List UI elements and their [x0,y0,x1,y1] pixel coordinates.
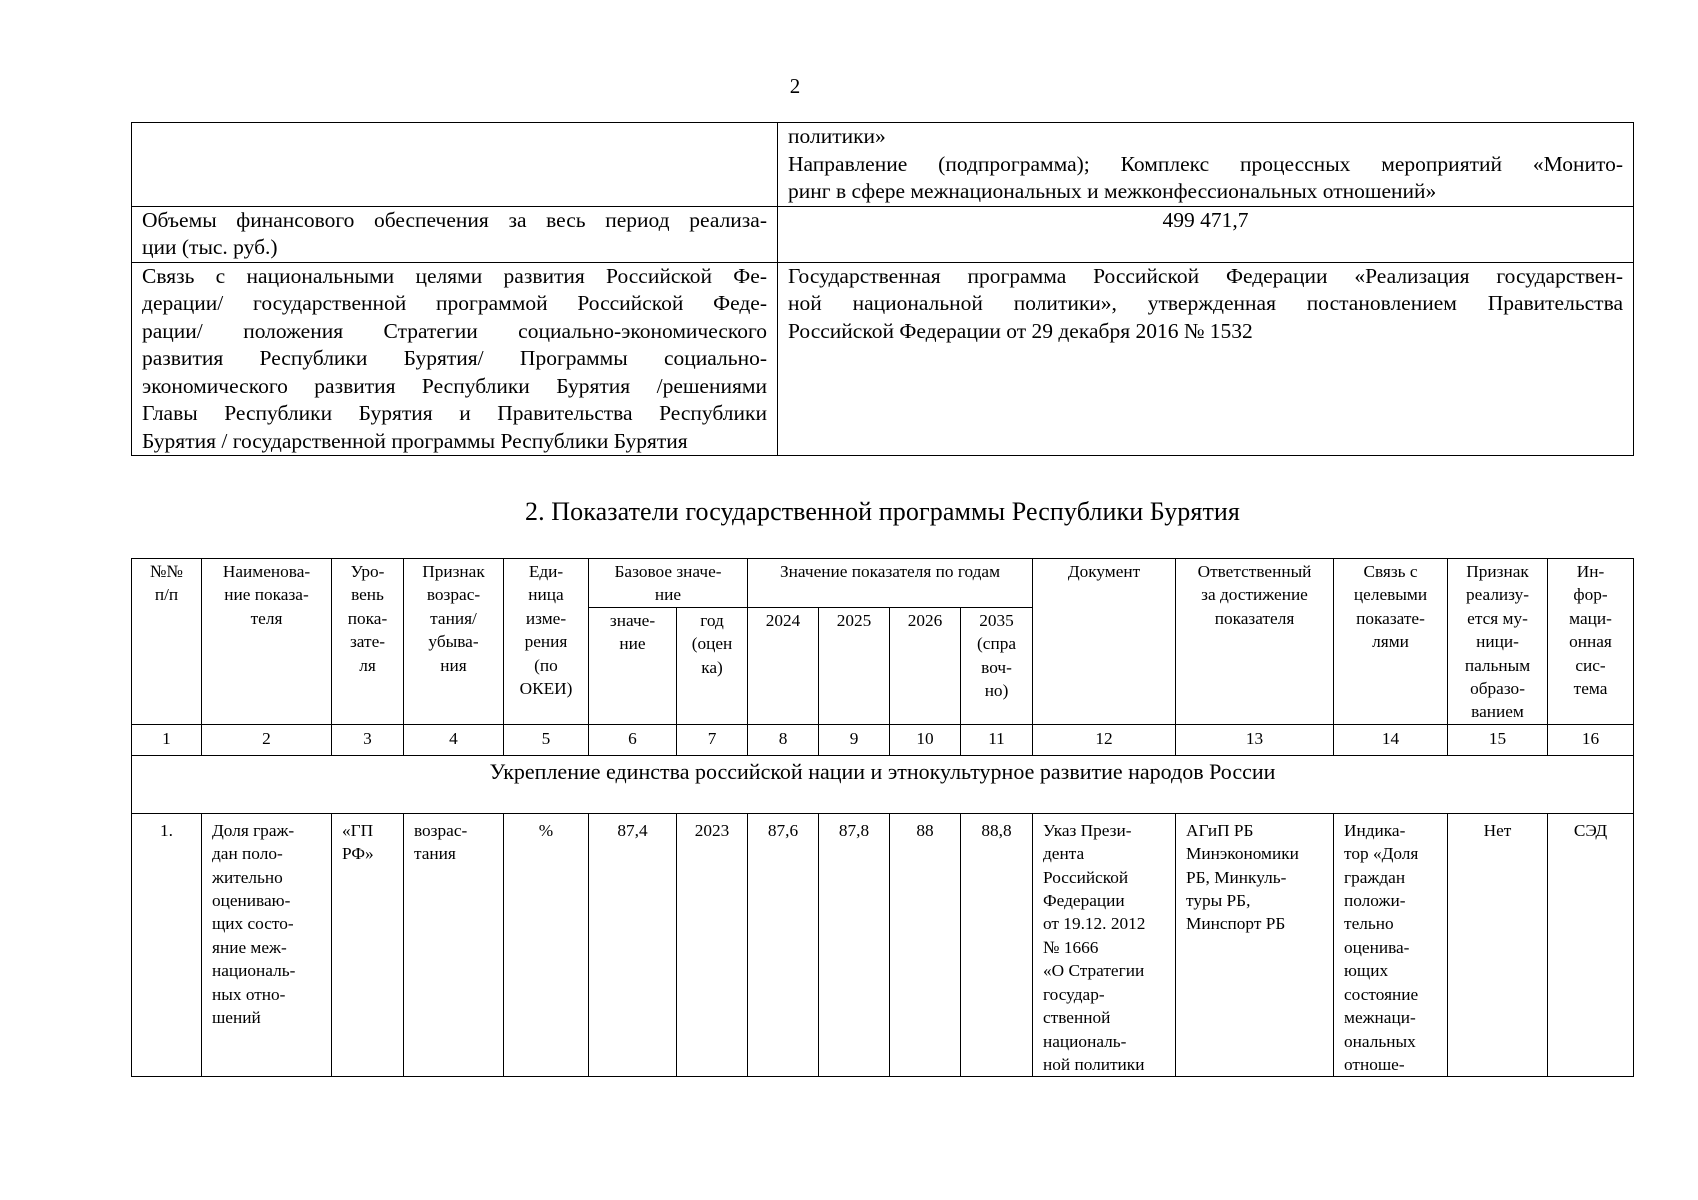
text-line: тор «Доля [1344,844,1419,864]
text-line: (спра [977,634,1016,654]
text-line: ции (тыс. руб.) [142,235,278,259]
text-line: жительно [212,867,283,887]
text-line: ринг в сфере межнациональных и межконфессиональных отношений» [788,179,1437,203]
text-line: тельно [1344,914,1394,934]
text-line: Признак [1466,562,1529,581]
text-line: состояние [1344,984,1419,1004]
text-line: изме- [525,608,567,628]
text-line: Доля граж- [212,820,295,840]
text-line: ной политики [1043,1054,1145,1074]
text-line: ОКЕИ) [519,679,573,699]
passport-row1-right [778,123,1634,207]
text-line: туры РБ, [1186,891,1251,911]
text-line: РФ» [342,844,374,864]
text-line: онная [1569,632,1612,652]
passport-row-financing [132,206,1634,262]
text-line: рения [524,632,568,652]
text-line: №№ [150,562,183,581]
text-line: ственной [1043,1008,1111,1028]
text-line: Минспорт РБ [1186,914,1286,934]
column-number: 11 [961,724,1033,755]
text-line: развития Республики Бурятия/ Программы социально- [142,346,767,370]
text-line: оцениваю- [212,891,291,911]
text-line: Федерации [1043,891,1125,911]
section-row [132,755,1634,813]
text-line: Связь с [1363,562,1418,581]
text-line: ных отно- [212,984,286,1004]
text-line: Наименова- [222,562,311,581]
indicators-table [131,558,1634,1077]
header-base-group [589,559,748,608]
column-number: 8 [748,724,819,755]
indicator-base-year: 2023 [677,813,748,1076]
header-year-2026: 2026 [890,607,961,724]
text-line: Государственная программа Российской Федерации «Реализация государствен- [788,263,1623,288]
passport-financing-label [132,206,778,262]
text-line: Признак [422,562,485,581]
indicator-unit: % [504,813,589,1076]
text-line: реализу- [1465,585,1530,605]
indicator-link [1334,813,1448,1076]
text-line: Главы Республики Бурятия и Правительства Республики [142,401,767,425]
header-year-2024: 2024 [748,607,819,724]
text-line: отноше- [1344,1054,1405,1074]
column-number: 1 [132,724,202,755]
text-line: пока- [347,608,388,628]
passport-goals-value [778,262,1634,456]
header-base-value [589,607,677,724]
page-number: 2 [789,74,801,98]
text-line: целевыми [1353,585,1428,605]
header-info-system [1548,559,1634,725]
column-number: 12 [1033,724,1176,755]
indicator-value-2024: 87,6 [748,813,819,1076]
text-line: 2035 [979,610,1014,630]
text-line: ница [528,585,564,605]
indicator-value-2035: 88,8 [961,813,1033,1076]
indicator-value-2025: 87,8 [819,813,890,1076]
header-name [202,559,332,725]
text-line: образо- [1470,679,1525,699]
column-number: 9 [819,724,890,755]
text-line: оценива- [1344,937,1410,957]
text-line: политики» [788,124,886,148]
column-number: 13 [1176,724,1334,755]
text-line: Еди- [528,562,564,581]
header-years-group: Значение показателя по годам [748,559,1033,608]
text-line: убыва- [428,632,479,652]
text-line: сис- [1575,655,1606,675]
passport-goals-label [132,262,778,456]
table-row [132,813,1634,1076]
text-line: шений [212,1008,261,1028]
header-document: Документ [1033,559,1176,725]
column-number: 14 [1334,724,1448,755]
text-line: Направление (подпрограмма); Комплекс процессных мероприятий «Монито- [788,151,1623,176]
header-responsible [1176,559,1334,725]
text-line: возрас- [414,820,468,840]
section-row-title: Укрепление единства российской нации и этнокультурное развитие народов России [132,755,1634,813]
text-line: пальным [1464,655,1531,675]
text-line: государ- [1043,984,1105,1004]
text-line: тания/ [430,608,477,628]
header-row-1 [132,559,1634,608]
text-line: ние [654,585,682,605]
text-line: экономического развития Республики Бурятия /решениями [142,373,767,398]
header-year-2025: 2025 [819,607,890,724]
text-line: ля [359,655,376,675]
text-line: зате- [349,632,386,652]
column-number: 16 [1548,724,1634,755]
passport-row-goals-link [132,262,1634,456]
text-line: ние показа- [224,585,309,605]
column-numbers-row [132,724,1634,755]
text-line: Указ Прези- [1043,820,1132,840]
text-line: яние меж- [212,937,287,957]
text-line: вень [351,585,384,605]
text-line: ници- [1476,632,1519,652]
text-line: год [700,610,724,630]
text-line: фор- [1573,585,1608,605]
text-line: националь- [212,961,296,981]
text-line: рации/ положения Стратегии социально-экономического [142,318,767,343]
text-line: Минэкономики [1186,844,1299,864]
text-line: (оцен [691,634,733,654]
header-level [332,559,404,725]
text-line: Ин- [1576,562,1605,581]
text-line: п/п [154,585,179,605]
column-number: 5 [504,724,589,755]
text-line: воч- [981,657,1012,677]
text-line: Российской Федерации от 29 декабря 2016 № 1532 [788,318,1253,343]
passport-row-directions [132,123,1634,207]
row-number: 1. [132,813,202,1076]
column-number: 4 [404,724,504,755]
indicator-name [202,813,332,1076]
text-line: ка) [701,657,723,677]
text-line: возрас- [426,585,481,605]
column-number: 7 [677,724,748,755]
indicator-info-system: СЭД [1548,813,1634,1076]
text-line: тания [414,844,456,864]
text-line: дан поло- [212,844,283,864]
passport-financing-value: 499 471,7 [778,206,1634,262]
text-line: от 19.12. 2012 [1043,914,1146,934]
text-line: тема [1573,679,1608,699]
text-line: дента [1043,844,1085,864]
text-line: теля [250,608,283,628]
text-line: ется му- [1467,608,1528,628]
header-unit [504,559,589,725]
text-line: Объемы финансового обеспечения за весь период реализа- [142,207,767,232]
text-line: (по [534,655,558,675]
text-line: за достижение [1201,585,1308,605]
text-line: маци- [1569,608,1612,628]
text-line: межнаци- [1344,1008,1416,1028]
text-line: ющих [1344,961,1389,981]
indicator-base-value: 87,4 [589,813,677,1076]
text-line: Индика- [1344,820,1406,840]
indicator-trend [404,813,504,1076]
text-line: положи- [1344,891,1406,911]
text-line: РБ, Минкуль- [1186,867,1287,887]
text-line: Российской [1043,867,1129,887]
text-line: ной национальной политики», утвержденная постановлением Правительства [788,291,1623,315]
text-line: ональных [1344,1031,1416,1051]
indicator-value-2026: 88 [890,813,961,1076]
text-line: лями [1372,632,1409,652]
text-line: «ГП [342,820,374,840]
text-line: показате- [1356,608,1425,628]
passport-table [131,122,1634,456]
text-line: Ответственный [1197,562,1312,581]
text-line: показателя [1214,608,1295,628]
header-base-year [677,607,748,724]
text-line: «О Стратегии [1043,961,1145,981]
column-number: 6 [589,724,677,755]
text-line: Уро- [350,562,385,581]
header-municipal [1448,559,1548,725]
text-line: националь- [1043,1031,1127,1051]
indicator-level [332,813,404,1076]
header-link [1334,559,1448,725]
text-line: АГиП РБ [1186,820,1254,840]
text-line: граждан [1344,867,1406,887]
header-num [132,559,202,725]
column-number: 3 [332,724,404,755]
indicator-document [1033,813,1176,1076]
header-year-2035 [961,607,1033,724]
indicator-municipal: Нет [1448,813,1548,1076]
column-number: 15 [1448,724,1548,755]
text-line: Связь с национальными целями развития Российской Фе- [142,263,767,288]
indicator-responsible [1176,813,1334,1076]
section-title: 2. Показатели государственной программы Республики Бурятия [525,497,1240,526]
text-line: значе- [609,610,656,630]
column-number: 2 [202,724,332,755]
text-line: Бурятия / государственной программы Республики Бурятия [142,428,688,453]
text-line: ние [619,634,646,654]
text-line: № 1666 [1043,937,1099,957]
column-number: 10 [890,724,961,755]
text-line: Базовое значе- [614,562,722,581]
header-trend [404,559,504,725]
text-line: дерации/ государственной программой Российской Феде- [142,291,767,315]
text-line: ния [440,655,467,675]
passport-row1-left [132,123,778,207]
text-line: но) [984,681,1009,701]
text-line: щих состо- [212,914,294,934]
text-line: ванием [1471,702,1524,722]
